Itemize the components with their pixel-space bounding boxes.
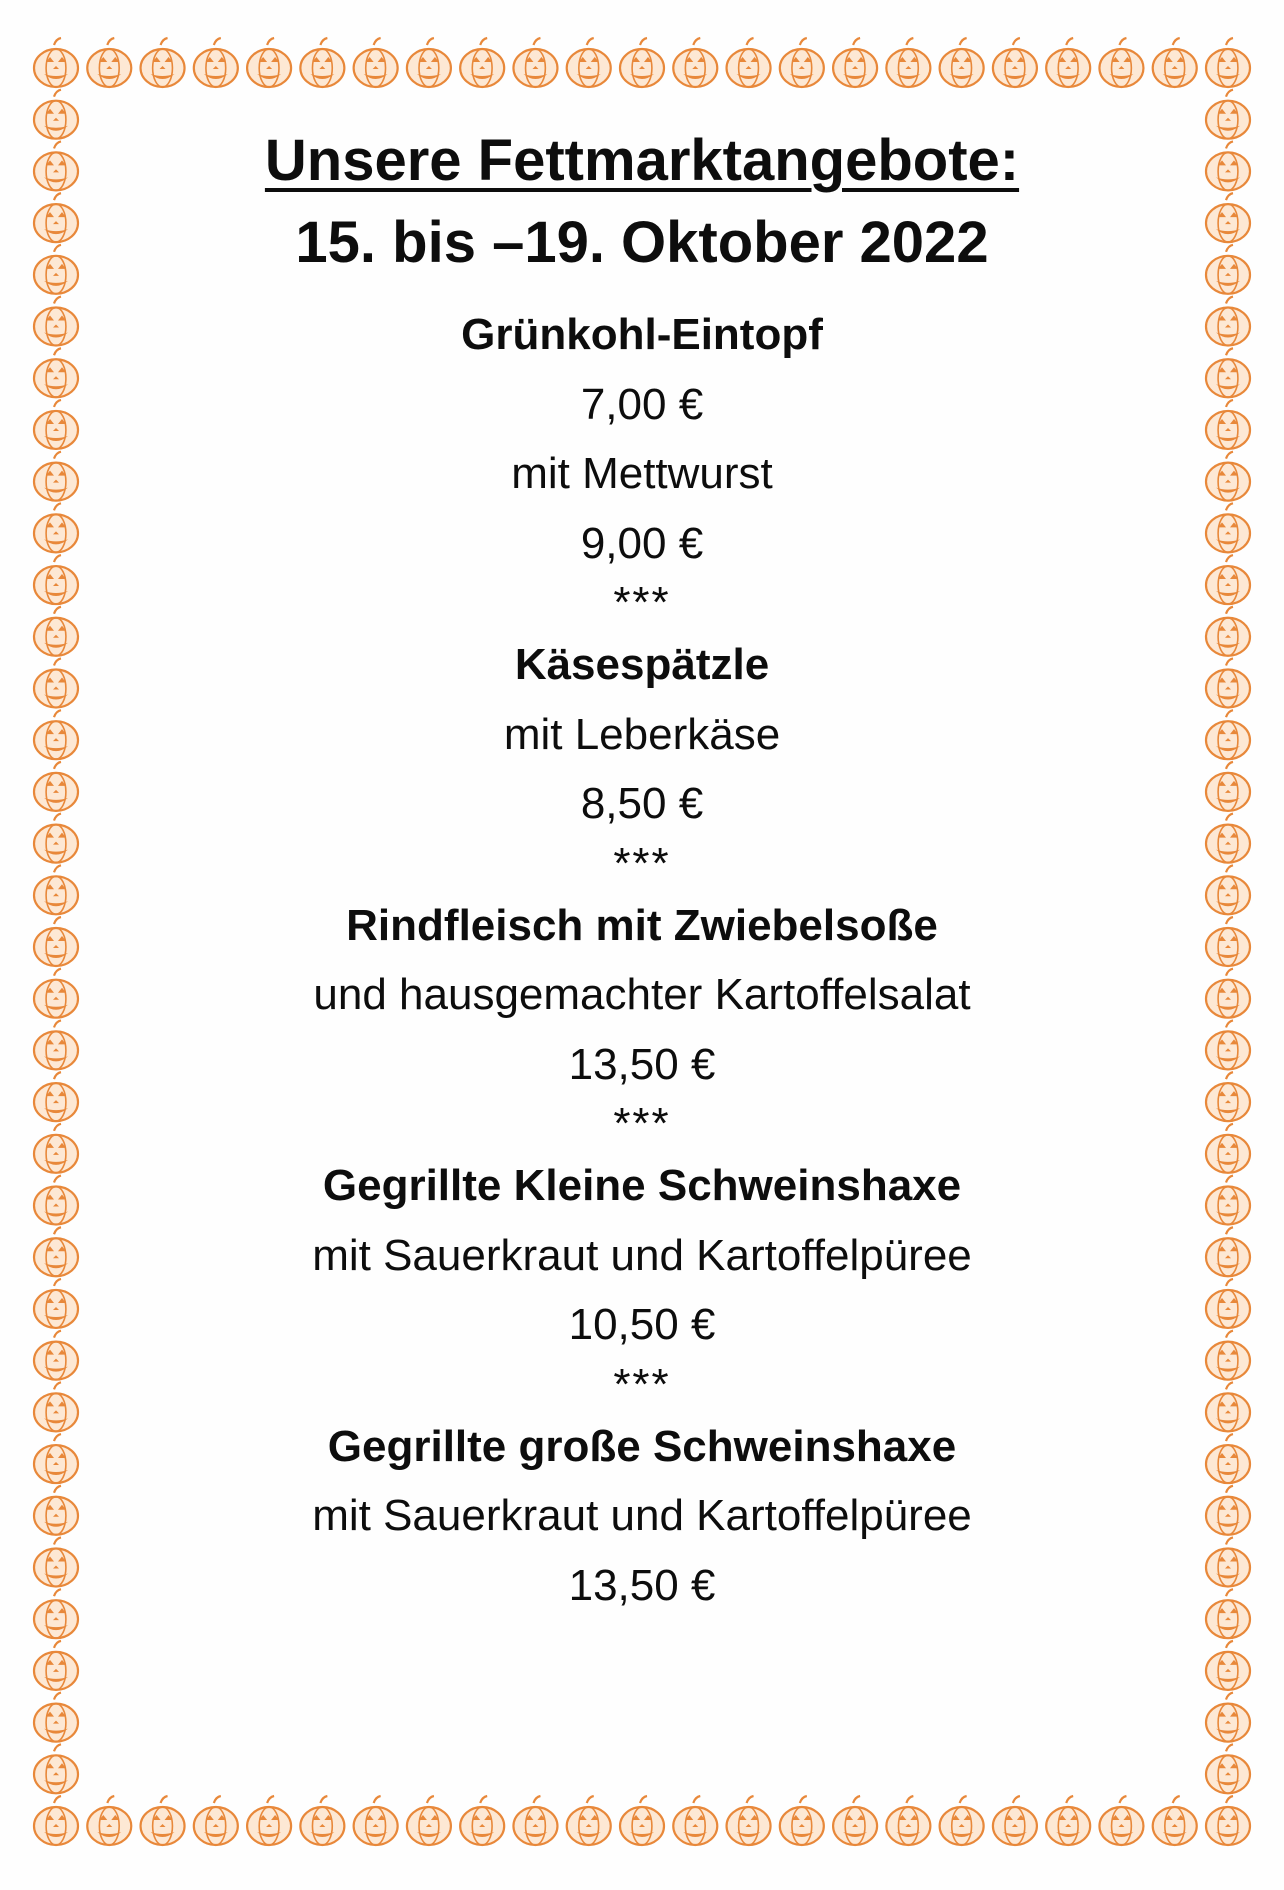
pumpkin-icon (673, 38, 717, 87)
pumpkin-icon (34, 348, 78, 397)
pumpkin-icon (1206, 1589, 1250, 1638)
menu-item (120, 1412, 1164, 1621)
pumpkin-icon (354, 1796, 398, 1845)
pumpkin-icon (1206, 1537, 1250, 1586)
dish-detail: mit Leberkäse (503, 709, 781, 759)
pumpkin-icon (34, 141, 78, 190)
pumpkin-icon (1206, 814, 1250, 863)
pumpkin-icon (1206, 555, 1250, 604)
dish-price: 10,50 € (568, 1300, 716, 1349)
pumpkin-icon (1206, 1331, 1250, 1380)
pumpkin-icon (34, 1537, 78, 1586)
dish-detail: und hausgemachter Kartoffelsalat (313, 970, 971, 1019)
pumpkin-icon (1206, 1124, 1250, 1173)
pumpkin-icon (673, 1796, 717, 1845)
pumpkin-icon (87, 38, 131, 87)
pumpkin-icon (1206, 1486, 1250, 1535)
dish-detail: mit Sauerkraut und Kartoffelpüree (312, 1491, 972, 1540)
separator: *** (613, 838, 671, 888)
pumpkin-icon (247, 1796, 291, 1845)
pumpkin-icon (940, 1796, 984, 1845)
pumpkin-icon (1206, 917, 1250, 966)
pumpkin-icon (34, 865, 78, 914)
pumpkin-icon (34, 90, 78, 139)
dish-price: 9,00 € (580, 518, 704, 568)
pumpkin-icon (1206, 193, 1250, 242)
pumpkin-icon (1206, 1744, 1250, 1793)
pumpkin-icon (1206, 1382, 1250, 1431)
pumpkin-icon (1206, 452, 1250, 501)
pumpkin-icon (34, 555, 78, 604)
pumpkin-icon (1206, 710, 1250, 759)
pumpkin-icon (1206, 297, 1250, 346)
dish-name: Gegrillte große Schweinshaxe (327, 1421, 957, 1471)
dish-detail: mit Mettwurst (511, 449, 773, 498)
pumpkin-icon (1206, 762, 1250, 811)
page-title: Unsere Fettmarktangebote: (264, 128, 1020, 193)
pumpkin-icon (1206, 607, 1250, 656)
separator: *** (613, 578, 671, 627)
pumpkin-icon (34, 245, 78, 294)
pumpkin-icon (34, 1434, 78, 1483)
pumpkin-icon (34, 814, 78, 863)
pumpkin-icon (460, 1796, 504, 1845)
pumpkin-icon (34, 1641, 78, 1690)
pumpkin-icon (1206, 1796, 1250, 1845)
pumpkin-icon (1206, 245, 1250, 294)
pumpkin-icon (886, 1796, 930, 1845)
pumpkin-icon (1099, 1796, 1143, 1845)
pumpkin-icon (780, 38, 824, 87)
pumpkin-icon (1206, 1227, 1250, 1276)
pumpkin-icon (1206, 400, 1250, 449)
pumpkin-icon (620, 1796, 664, 1845)
pumpkin-icon (1206, 1641, 1250, 1690)
pumpkin-icon (1153, 38, 1197, 87)
pumpkin-icon (34, 452, 78, 501)
pumpkin-icon (34, 1796, 78, 1845)
menu-item (120, 300, 1164, 578)
pumpkin-icon (993, 38, 1037, 87)
pumpkin-icon (87, 1796, 131, 1845)
pumpkin-icon (34, 1227, 78, 1276)
dish-name: Gegrillte Kleine Schweinshaxe (322, 1161, 962, 1210)
pumpkin-icon (1206, 1020, 1250, 1069)
separator: *** (613, 1359, 671, 1409)
pumpkin-icon (247, 38, 291, 87)
pumpkin-icon (34, 658, 78, 707)
pumpkin-icon (727, 1796, 771, 1845)
dish-detail: mit Sauerkraut und Kartoffelpüree (312, 1230, 972, 1280)
pumpkin-icon (1206, 658, 1250, 707)
menu-content (120, 120, 1164, 1620)
pumpkin-icon (1206, 1176, 1250, 1225)
pumpkin-icon (407, 1796, 451, 1845)
pumpkin-icon (567, 38, 611, 87)
pumpkin-icon (886, 38, 930, 87)
pumpkin-icon (780, 1796, 824, 1845)
pumpkin-icon (1206, 1434, 1250, 1483)
pumpkin-icon (407, 38, 451, 87)
dish-name: Grünkohl-Eintopf (461, 310, 823, 359)
pumpkin-icon (1206, 38, 1250, 87)
pumpkin-icon (34, 1072, 78, 1121)
separator: *** (613, 1099, 671, 1148)
pumpkin-icon (141, 38, 185, 87)
dish-name: Rindfleisch mit Zwiebelsoße (346, 900, 938, 950)
pumpkin-icon (34, 1693, 78, 1742)
pumpkin-icon (513, 1796, 557, 1845)
pumpkin-icon (34, 1020, 78, 1069)
pumpkin-icon (34, 503, 78, 552)
dish-price: 8,50 € (580, 779, 704, 828)
pumpkin-icon (34, 1744, 78, 1793)
dish-price: 7,00 € (580, 379, 704, 429)
pumpkin-icon (833, 1796, 877, 1845)
pumpkin-icon (34, 1382, 78, 1431)
pumpkin-icon (194, 1796, 238, 1845)
pumpkin-icon (1206, 90, 1250, 139)
pumpkin-icon (1206, 141, 1250, 190)
dish-name: Käsespätzle (514, 640, 770, 689)
pumpkin-icon (34, 969, 78, 1018)
pumpkin-icon (1153, 1796, 1197, 1845)
pumpkin-icon (1206, 503, 1250, 552)
pumpkin-icon (34, 1589, 78, 1638)
pumpkin-icon (567, 1796, 611, 1845)
menu-item (120, 630, 1164, 839)
pumpkin-icon (993, 1796, 1037, 1845)
pumpkin-icon (34, 400, 78, 449)
pumpkin-icon (354, 38, 398, 87)
pumpkin-icon (141, 1796, 185, 1845)
pumpkin-icon (1046, 1796, 1090, 1845)
menu-item (120, 891, 1164, 1100)
menu-item (120, 1151, 1164, 1360)
pumpkin-icon (940, 38, 984, 87)
pumpkin-icon (34, 193, 78, 242)
pumpkin-icon (1206, 348, 1250, 397)
pumpkin-icon (34, 762, 78, 811)
pumpkin-icon (1206, 1072, 1250, 1121)
dish-price: 13,50 € (568, 1039, 716, 1089)
pumpkin-icon (34, 1124, 78, 1173)
pumpkin-icon (34, 38, 78, 87)
pumpkin-icon (620, 38, 664, 87)
pumpkin-icon (34, 710, 78, 759)
pumpkin-icon (300, 38, 344, 87)
pumpkin-icon (34, 1279, 78, 1328)
pumpkin-icon (1206, 969, 1250, 1018)
pumpkin-icon (194, 38, 238, 87)
pumpkin-icon (1206, 1693, 1250, 1742)
pumpkin-icon (833, 38, 877, 87)
pumpkin-icon (1206, 1279, 1250, 1328)
dish-price: 13,50 € (568, 1560, 716, 1610)
date-range: 15. bis –19. Oktober 2022 (295, 210, 989, 275)
pumpkin-icon (1206, 865, 1250, 914)
pumpkin-icon (727, 38, 771, 87)
pumpkin-icon (300, 1796, 344, 1845)
pumpkin-icon (34, 1486, 78, 1535)
pumpkin-icon (1099, 38, 1143, 87)
pumpkin-icon (34, 297, 78, 346)
pumpkin-icon (34, 1331, 78, 1380)
pumpkin-icon (1046, 38, 1090, 87)
pumpkin-icon (34, 607, 78, 656)
pumpkin-icon (513, 38, 557, 87)
pumpkin-icon (460, 38, 504, 87)
pumpkin-icon (34, 917, 78, 966)
pumpkin-icon (34, 1176, 78, 1225)
